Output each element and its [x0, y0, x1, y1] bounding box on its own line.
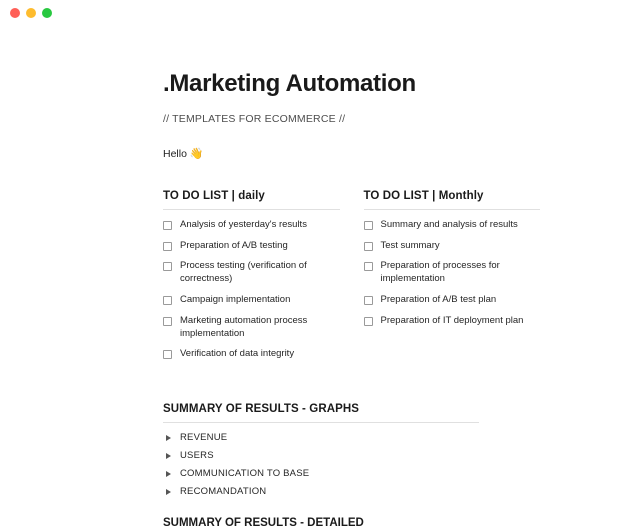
list-item[interactable] — [364, 294, 541, 307]
list-item-label: Analysis of yesterday's results — [180, 218, 307, 230]
list-item-label: Preparation of processes for implementation — [380, 260, 500, 285]
list-item[interactable] — [163, 260, 340, 286]
todo-monthly-column — [364, 190, 541, 370]
checkbox-icon[interactable] — [364, 317, 373, 326]
list-item-label: COMMUNICATION TO BASE — [180, 468, 310, 480]
chevron-right-icon[interactable] — [166, 453, 171, 459]
todo-daily-column — [163, 190, 340, 370]
list-item-label: Preparation of IT deployment plan — [380, 314, 524, 326]
list-item[interactable] — [163, 315, 340, 341]
list-item[interactable] — [364, 315, 541, 328]
list-item-label: Campaign implementation — [180, 294, 291, 306]
list-item-label: USERS — [180, 450, 214, 462]
checkbox-icon[interactable] — [163, 296, 172, 305]
todo-columns — [163, 190, 540, 370]
list-item[interactable] — [163, 294, 340, 307]
checkbox-icon[interactable] — [364, 262, 373, 271]
list-item[interactable] — [163, 450, 479, 461]
list-item[interactable] — [364, 219, 541, 232]
list-item-label: REVENUE — [180, 432, 228, 444]
list-item-label: Preparation of A/B testing — [180, 239, 288, 251]
page-title: .Marketing Automation — [163, 70, 416, 97]
list-item[interactable] — [163, 468, 479, 479]
document-canvas[interactable] — [0, 26, 640, 529]
greeting-line — [163, 147, 540, 160]
close-window-button[interactable] — [10, 8, 20, 18]
list-item[interactable] — [364, 240, 541, 253]
minimize-window-button[interactable] — [26, 8, 36, 18]
checkbox-icon[interactable] — [163, 262, 172, 271]
greeting-text: Hello — [163, 147, 190, 160]
list-item[interactable] — [163, 486, 479, 497]
checkbox-icon[interactable] — [163, 350, 172, 359]
document-content — [0, 26, 640, 529]
list-item-label: Preparation of A/B test plan — [380, 294, 497, 306]
summary-graphs-section — [163, 403, 479, 497]
list-item[interactable] — [163, 348, 340, 361]
summary-graphs-heading: SUMMARY OF RESULTS - GRAPHS — [163, 403, 479, 423]
list-item-label: Summary and analysis of results — [380, 218, 518, 230]
list-item[interactable] — [364, 260, 541, 286]
list-item-label: RECOMANDATION — [180, 486, 267, 498]
page-subtitle: // TEMPLATES FOR ECOMMERCE // — [163, 112, 346, 125]
checkbox-icon[interactable] — [364, 296, 373, 305]
list-item[interactable] — [163, 432, 479, 443]
summary-detailed-heading: SUMMARY OF RESULTS - DETAILED — [163, 517, 364, 529]
chevron-right-icon[interactable] — [166, 435, 171, 441]
checkbox-icon[interactable] — [163, 317, 172, 326]
checkbox-icon[interactable] — [364, 242, 373, 251]
todo-monthly-heading: TO DO LIST | Monthly — [364, 190, 541, 210]
list-item[interactable] — [163, 240, 340, 253]
checkbox-icon[interactable] — [163, 242, 172, 251]
list-item[interactable] — [163, 219, 340, 232]
list-item-label: Verification of data integrity — [180, 348, 295, 360]
waving-hand-icon: 👋 — [189, 147, 204, 160]
list-item-label: Marketing automation process implementation — [180, 314, 308, 339]
window-titlebar — [0, 0, 640, 26]
checkbox-icon[interactable] — [163, 221, 172, 230]
chevron-right-icon[interactable] — [166, 471, 171, 477]
list-item-label: Process testing (verification of correctness) — [180, 260, 307, 285]
list-item-label: Test summary — [380, 239, 440, 251]
checkbox-icon[interactable] — [364, 221, 373, 230]
todo-daily-heading: TO DO LIST | daily — [163, 190, 340, 210]
maximize-window-button[interactable] — [42, 8, 52, 18]
chevron-right-icon[interactable] — [166, 489, 171, 495]
